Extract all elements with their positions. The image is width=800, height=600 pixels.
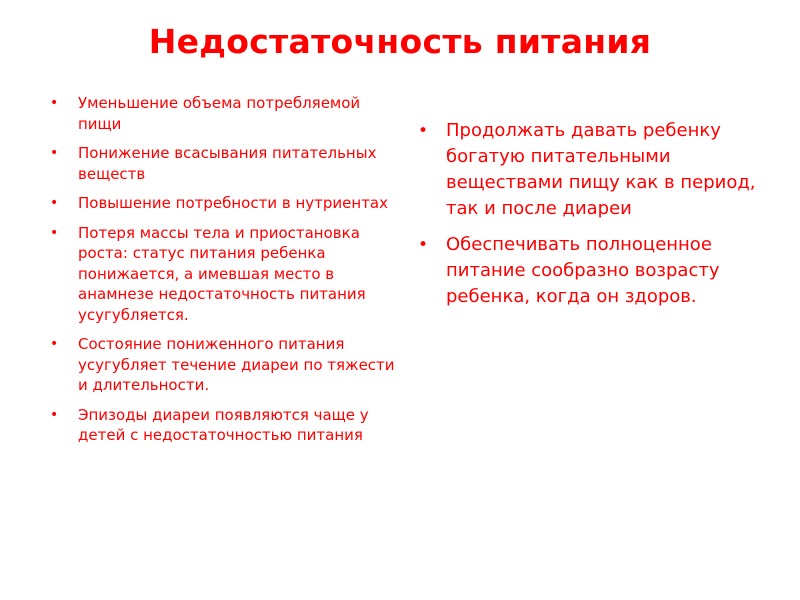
list-item-text: Состояние пониженного питания усугубляет течение диареи по тяжести и длительности. xyxy=(78,335,395,394)
bullet-icon: • xyxy=(50,195,59,211)
left-bullet-list xyxy=(50,93,408,455)
list-item xyxy=(50,334,408,396)
list-item-text: Уменьшение объема потребляемой пищи xyxy=(78,94,361,133)
slide-title: Недостаточность питания xyxy=(148,22,652,61)
list-item-text: Эпизоды диареи появляются чаще у детей с недостаточностью питания xyxy=(78,405,369,444)
bullet-icon: • xyxy=(418,121,429,141)
bullet-icon: • xyxy=(418,235,429,255)
list-item xyxy=(50,223,408,326)
list-item-text: Понижение всасывания питательных веществ xyxy=(78,144,377,183)
list-item-text: Обеспечивать полноценное питание сообразно возрасту ребенка, когда он здоров. xyxy=(446,234,720,307)
right-bullet-list xyxy=(418,118,786,320)
list-item-text: Продолжать давать ребенку богатую питательными веществами пищу как в период, так и после диареи xyxy=(446,120,756,219)
list-item xyxy=(418,118,786,222)
bullet-icon: • xyxy=(50,406,59,423)
list-item xyxy=(50,193,408,214)
list-item xyxy=(50,93,408,134)
bullet-icon: • xyxy=(50,224,59,241)
bullet-icon: • xyxy=(50,95,59,111)
list-item-text: Повышение потребности в нутриентах xyxy=(78,194,388,212)
bullet-icon: • xyxy=(50,336,59,352)
list-item-text: Потеря массы тела и приостановка роста: статус питания ребенка понижается, а имевшая место в анамнезе недостаточность питания усугубляется. xyxy=(78,223,366,324)
list-item xyxy=(50,143,408,184)
bullet-icon: • xyxy=(50,145,59,161)
list-item xyxy=(418,232,786,310)
list-item xyxy=(50,405,408,446)
